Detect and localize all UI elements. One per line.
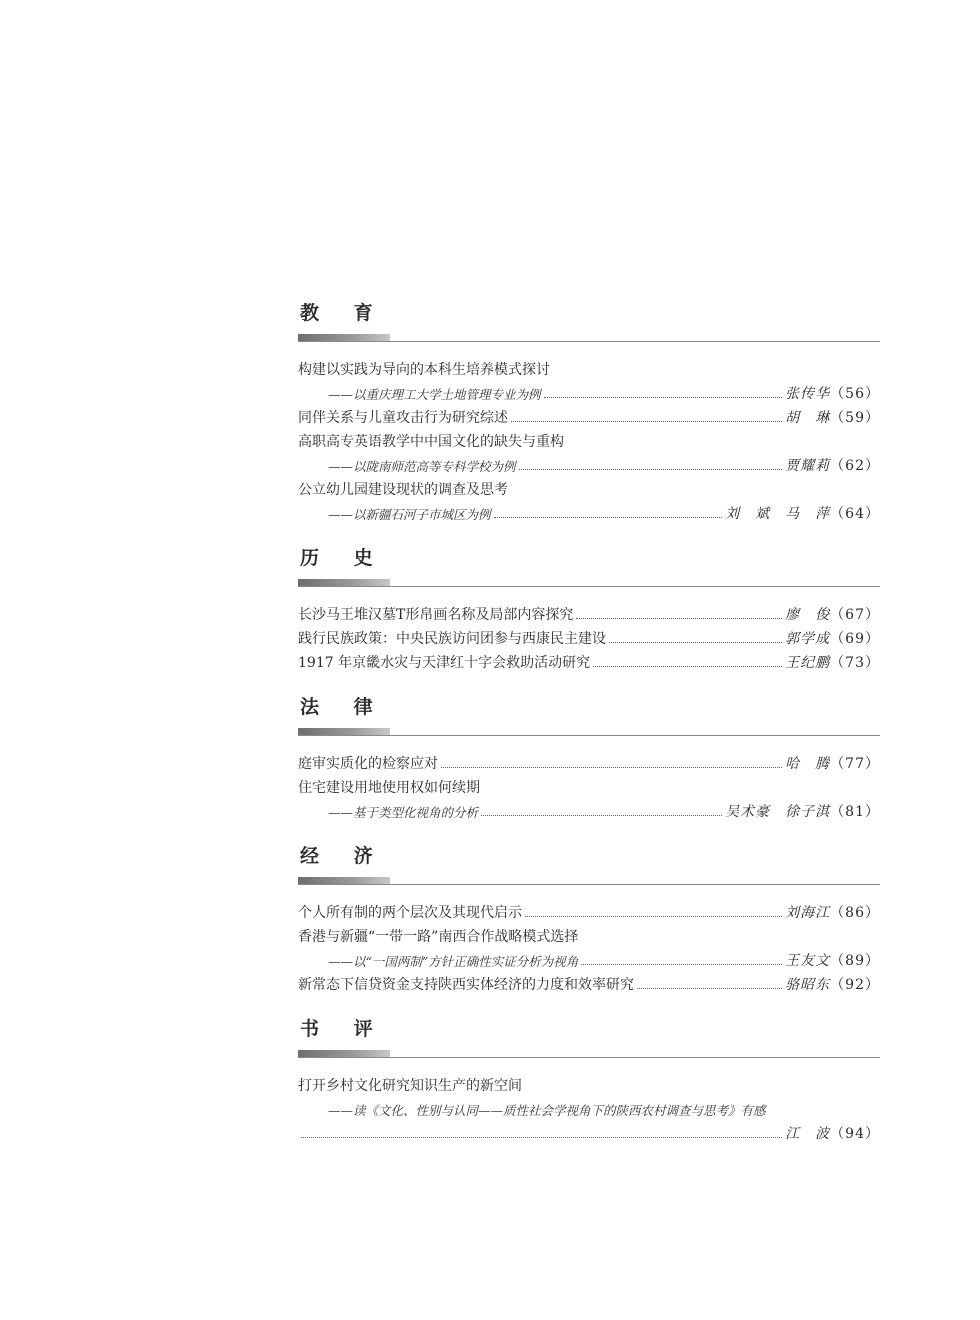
dot-leader <box>481 815 722 816</box>
rule-thick-segment <box>298 877 390 884</box>
toc-subtitle-line[interactable] <box>298 451 880 475</box>
section-heading: 法 律 <box>300 696 387 718</box>
toc-entry[interactable] <box>298 749 880 773</box>
toc-entry[interactable] <box>298 1119 880 1143</box>
entry-author: 张传华 <box>785 386 831 402</box>
entry-author: 郭学成 <box>785 631 831 647</box>
section-rule <box>298 579 880 589</box>
section-rule <box>298 877 880 887</box>
entry-author: 胡 琳 <box>785 410 831 426</box>
toc-entry[interactable] <box>298 898 880 922</box>
entry-title: 庭审实质化的检察应对 <box>298 756 438 772</box>
dot-leader <box>637 988 782 989</box>
dot-leader <box>519 469 783 470</box>
entry-author: 刘海江 <box>785 905 831 921</box>
entry-page-number: （56） <box>830 386 880 402</box>
toc-entry[interactable] <box>298 970 880 994</box>
rule-thick-segment <box>298 1050 390 1057</box>
toc-entry[interactable] <box>298 773 880 797</box>
toc-subtitle-line[interactable] <box>298 946 880 970</box>
dot-leader <box>511 421 782 422</box>
entry-author: 王友文 <box>785 953 831 969</box>
rule-thin-line <box>298 586 880 587</box>
entry-page-number: （62） <box>830 458 880 474</box>
dot-leader <box>441 767 782 768</box>
section-heading: 历 史 <box>300 547 387 569</box>
toc-entry[interactable] <box>298 355 880 379</box>
toc-subtitle-line[interactable] <box>298 379 880 403</box>
toc-section <box>298 694 880 821</box>
entry-page-number: （67） <box>830 607 880 623</box>
entry-author: 哈 腾 <box>785 756 831 772</box>
entry-page-number: （89） <box>830 953 880 969</box>
section-heading: 教 育 <box>300 302 387 324</box>
entry-author: 刘 斌 马 萍 <box>725 506 831 522</box>
entry-title: 公立幼儿园建设现状的调查及思考 <box>298 482 508 498</box>
rule-thin-line <box>298 735 880 736</box>
toc-section <box>298 545 880 672</box>
toc-section <box>298 843 880 994</box>
toc-entry[interactable] <box>298 648 880 672</box>
entry-page-number: （73） <box>830 655 880 671</box>
dot-leader <box>576 618 782 619</box>
rule-thin-line <box>298 1057 880 1058</box>
entry-page-number: （81） <box>830 804 880 820</box>
rule-thin-line <box>298 884 880 885</box>
entry-subtitle: ——以陇南师范高等专科学校为例 <box>328 459 516 474</box>
entry-page-number: （69） <box>830 631 880 647</box>
entry-subtitle: ——以新疆石河子市城区为例 <box>328 507 491 522</box>
toc-entry[interactable] <box>298 427 880 451</box>
dot-leader <box>609 642 782 643</box>
entry-subtitle: ——以“一国两制”方针正确性实证分析为视角 <box>328 954 579 969</box>
toc-entry[interactable] <box>298 624 880 648</box>
entry-title: 1917 年京畿水灾与天津红十字会救助活动研究 <box>298 655 591 671</box>
dot-leader <box>581 964 782 965</box>
entry-author: 王纪鹏 <box>785 655 831 671</box>
dot-leader <box>544 397 783 398</box>
entry-title: 住宅建设用地使用权如何续期 <box>298 780 480 796</box>
entry-title: 构建以实践为导向的本科生培养模式探讨 <box>298 362 550 378</box>
toc-subtitle-line[interactable] <box>298 797 880 821</box>
entry-subtitle: ——读《文化、性别与认同——质性社会学视角下的陕西农村调查与思考》有感 <box>328 1103 766 1118</box>
entry-author: 廖 俊 <box>785 607 831 623</box>
entry-author: 贾耀莉 <box>785 458 831 474</box>
entry-page-number: （59） <box>830 410 880 426</box>
entry-title: 打开乡村文化研究知识生产的新空间 <box>298 1078 522 1094</box>
rule-thin-line <box>298 341 880 342</box>
toc-section <box>298 1016 880 1143</box>
toc-entry[interactable] <box>298 922 880 946</box>
rule-thick-segment <box>298 728 390 735</box>
entry-title: 践行民族政策：中央民族访问团参与西康民主建设 <box>298 631 606 647</box>
entry-title: 香港与新疆“一带一路”南西合作战略模式选择 <box>298 929 579 945</box>
entry-page-number: （64） <box>830 506 880 522</box>
toc-entry[interactable] <box>298 403 880 427</box>
entry-title: 高职高专英语教学中中国文化的缺失与重构 <box>298 434 564 450</box>
toc-subtitle-line[interactable] <box>298 499 880 523</box>
toc-entry[interactable] <box>298 1071 880 1095</box>
entry-subtitle: ——以重庆理工大学土地管理专业为例 <box>328 387 541 402</box>
entry-page-number: （92） <box>830 977 880 993</box>
rule-thick-segment <box>298 579 390 586</box>
entry-author: 骆昭东 <box>785 977 831 993</box>
table-of-contents <box>298 300 880 1165</box>
section-rule <box>298 334 880 344</box>
entry-page-number: （86） <box>830 905 880 921</box>
entry-title: 个人所有制的两个层次及其现代启示 <box>298 905 522 921</box>
toc-entry[interactable] <box>298 475 880 499</box>
entry-page-number: （94） <box>830 1126 880 1142</box>
entry-page-number: （77） <box>830 756 880 772</box>
dot-leader <box>301 1137 782 1138</box>
section-heading: 经 济 <box>300 845 387 867</box>
toc-entry[interactable] <box>298 600 880 624</box>
entry-title: 同伴关系与儿童攻击行为研究综述 <box>298 410 508 426</box>
entry-author: 江 波 <box>785 1126 831 1142</box>
dot-leader <box>593 666 782 667</box>
section-rule <box>298 728 880 738</box>
section-heading: 书 评 <box>300 1018 387 1040</box>
toc-section <box>298 300 880 523</box>
entry-author: 吴术豪 徐子淇 <box>725 804 831 820</box>
entry-title: 新常态下信贷资金支持陕西实体经济的力度和效率研究 <box>298 977 634 993</box>
dot-leader <box>494 517 723 518</box>
entry-subtitle: ——基于类型化视角的分析 <box>328 805 479 820</box>
entry-title: 长沙马王堆汉墓T形帛画名称及局部内容探究 <box>298 607 574 623</box>
rule-thick-segment <box>298 334 390 341</box>
toc-subtitle-line[interactable] <box>298 1095 880 1119</box>
section-rule <box>298 1050 880 1060</box>
dot-leader <box>525 916 782 917</box>
